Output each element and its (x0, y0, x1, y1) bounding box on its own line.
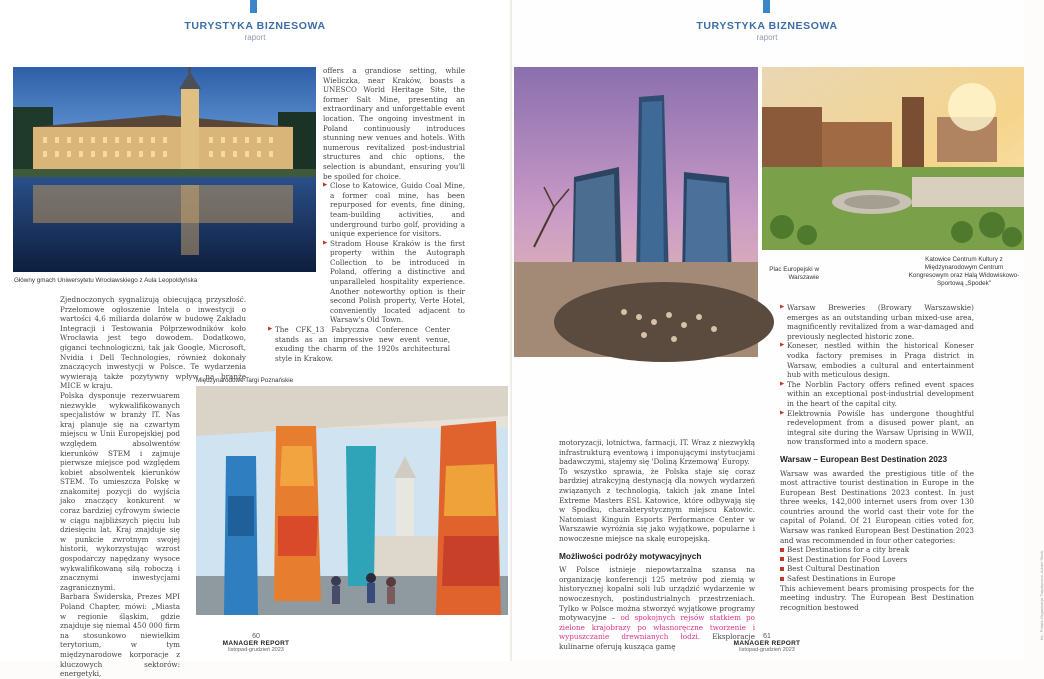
paragraph: Barbara Świderska, Prezes MPI Poland Chapter, mówi: „Miasta w regionie śląskim, gdzie znajduje się niemal 450 000 firm na stosunkowo niewielkim terytorium, w tym międzynarodowe korporacje z kluczowych sektorów: energetyki, (60, 592, 180, 679)
heading-motywacyjne: Możliwości podróży motywacyjnych (559, 550, 702, 561)
targi-illustration (196, 386, 508, 615)
caption-katowice: Katowice Centrum Kultury z Międzynarodowym Centrum Kongresowym oraz Halą Widowiskowo-Sportową „Spodek" (908, 256, 1020, 287)
paragraph: Warsaw was awarded the prestigious title of the most attractive tourist destination in Europe in the European Best Destinations 2023 contest. In just three weeks, 142,000 internet users from over 130 countries around the world cast their vote for the capital of Poland. Of 21 European cities voted for, Warsaw was ranked European Best Destination 2023 and was recommended in four other categories: (780, 468, 974, 545)
left-page (0, 0, 512, 679)
magazine-name: MANAGER REPORT (222, 640, 290, 647)
photo-plac-europejski (514, 67, 758, 357)
section-subtitle: raport (756, 33, 778, 42)
page-header-left (155, 20, 355, 42)
list-item: Safest Destinations in Europe (780, 574, 974, 584)
right-page (512, 0, 1044, 661)
paragraph: This achievement bears promising prospects for the meeting industry. The European Best Destination recognition bestowed (780, 583, 974, 612)
katowice-illustration (762, 67, 1024, 250)
bullet-cfk13: ▶ The CFK_13 Fabryczna Conference Center stands as an impressive new event venue, exuding the charm of the 1920s architectural style in Krakow. (268, 325, 450, 363)
paragraph: offers a grandiose setting, while Wieliczka, near Kraków, boasts a UNESCO World Heritage Site, the former Salt Mine, presenting an extraordinary and unforgettable event location. The ongoing investment in Poland continuously introduces stunning new venues and hotels. With numerous revitalized post-industrial structures and chic options, the selection is abundant, ensuring you'll be spoiled for choice. (323, 66, 465, 181)
bullet-warsaw-breweries: ▶ Warsaw Breweries (Browary Warszawskie) emerges as an outstanding urban mixed-use area, magnificently revitalized from a war-damaged and previously neglected historic zone. (780, 303, 974, 341)
right-col-1 (559, 438, 755, 651)
list-item: Best Destination for Food Lovers (780, 555, 974, 565)
page-header-right (667, 20, 867, 42)
category-list (780, 545, 974, 583)
heading-warsaw: Warsaw – European Best Destination 2023 (780, 453, 948, 464)
university-illustration (13, 67, 316, 272)
bullet-koneser: ▶ Koneser, nestled within the historical Koneser vodka factory premises in Praga district in Warsaw, embodies a cultural and entertainment hub with meticulous design. (780, 341, 974, 379)
magazine-name: MANAGER REPORT (733, 640, 801, 647)
highlight-text: od spokojnych rejsów statkiem po zielone krajobrazy po własnoręczne tworzenie i wypuszczanie drewnianych łodzi. (559, 613, 755, 642)
photo-credit: fot.: Polska Organizacja Turystyczna, Adobe Stock (1039, 550, 1044, 640)
caption-targi: Międzynarodowe Targi Poznańskie (196, 377, 294, 384)
bullet-guido-mine: ▶ Close to Katowice, Guido Coal Mine, a former coal mine, has been repurposed for events, fine dining, team-building activities, and underground turbo golf, providing a unique experience for visitors. (323, 181, 465, 239)
issue-date: listopad-grudzień 2023 (739, 647, 795, 653)
folio-right (707, 633, 827, 653)
paragraph: To wszystko sprawia, że Polska staje się coraz bardziej atrakcyjną destynacją dla nowych wydarzeń związanych z technologią, takich jak znane Intel Extreme Masters ESL Katowice, które odbywają się w Spodku, charakterystycznym miejscu Katowic. Natomiast Kinguin Esports Performance Center w Warszawie wyróżnia się jako wyjątkowe, popularne i nowoczesne miejsce na skalę europejską. (559, 466, 755, 543)
caption-plac: Plac Europejski w Warszawie (769, 266, 819, 281)
photo-targi-poznanskie (196, 386, 508, 615)
folio-left (196, 633, 316, 653)
photo-katowice (762, 67, 1024, 250)
paragraph: Zjednoczonych sygnalizują obiecującą przyszłość. Przełomowe ogłoszenie Intela o inwestycji o wartości 4,6 miliarda dolarów w budowę Zakładu Integracji i Testowania Półprzewodników koło Wrocławia jest tego dowodem. Dodatkowo, giganci technologiczni, tak jak Google, Microsoft, Nvidia i Dell Technologies, również dokonały znaczących inwestycji w Polsce. Te wydarzenia wywierają także pozytywny wpływ na branżę MICE w kraju. (60, 295, 246, 391)
text: Eksploracje kulinarne oferują kusząca gamę (559, 632, 755, 651)
right-col-2 (780, 303, 974, 612)
issue-date: listopad-grudzień 2023 (228, 647, 284, 653)
page-number: 61 (763, 633, 771, 640)
section-title: TURYSTYKA BIZNESOWA (184, 20, 326, 32)
bullet-stradom-house: ▶ Stradom House Kraków is the first property within the Autograph Collection to be introduced in Poland, offering a distinctive and unparalleled hospitality experience. Another noteworthy option is their second Polish property, Verte Hotel, conveniently located adjacent to Warsaw's Old Town. (323, 239, 465, 325)
bullet-elektrownia: ▶ Elektrownia Powiśle has undergone thoughtful redevelopment from a disused power plant, an integral site during the Warsaw Uprising in WWII, now transformed into a modern space. (780, 409, 974, 447)
paragraph: Polska dysponuje rezerwuarem niezwykle wykwalifikowanych specjalistów w branży IT. Nas kraj planuje się na czwartym miejscu w Unii Europejskiej pod względem absolwentów kierunków STEM i zajmuje pierwsze miejsce pod względem kobiet absolwentek kierunków STEM. To umieszcza Polskę w znakomitej pozycji do wyjścia jako znaczący konkurent w coraz bardziej cyfrowym świecie w ciągu najbliższych pięciu lub dziesięciu lat. Kraj znajduje się w punkcie zwrotnym swojej historii, wykorzystując wzrost gospodarczy napędzany wysoce wykwalifikowaną siłą roboczą i znacznymi inwestycjami zagranicznymi. (60, 390, 180, 592)
bullet-norblin: ▶ The Norblin Factory offers refined event spaces within an exceptional post-industrial development in the heart of the capital city. (780, 380, 974, 409)
section-title: TURYSTYKA BIZNESOWA (696, 20, 838, 32)
list-item: Best Destinations for a city break (780, 545, 974, 555)
section-tab (250, 0, 257, 13)
text: W Polsce istnieje niepowtarzalna szansa na organizację konferencji 125 metrów pod ziemią w historycznej kopalni soli lub urządzić wydarzenie w nowoczesnych, postindustrialnych przestrzeniach. Tylko w Polsce można stworzyć wyjątkowe programy motywacyjne – (559, 565, 755, 623)
left-col-2 (275, 66, 465, 363)
caption-university: Główny gmach Uniwersytetu Wrocławskiego z Aula Leopoldyńska (14, 277, 198, 284)
section-subtitle: raport (244, 33, 266, 42)
section-tab (763, 0, 770, 13)
page-number: 60 (252, 633, 260, 640)
plac-illustration (514, 67, 758, 357)
paragraph: motoryzacji, lotnictwa, farmacji, IT. Wraz z niezwykłą infrastrukturą eventową i imponującymi instytucjami badawczymi, stajemy się 'Doliną Krzemową' Europy. (559, 438, 755, 467)
list-item: Best Cultural Destination (780, 564, 974, 574)
photo-university-wroclaw (13, 67, 316, 272)
